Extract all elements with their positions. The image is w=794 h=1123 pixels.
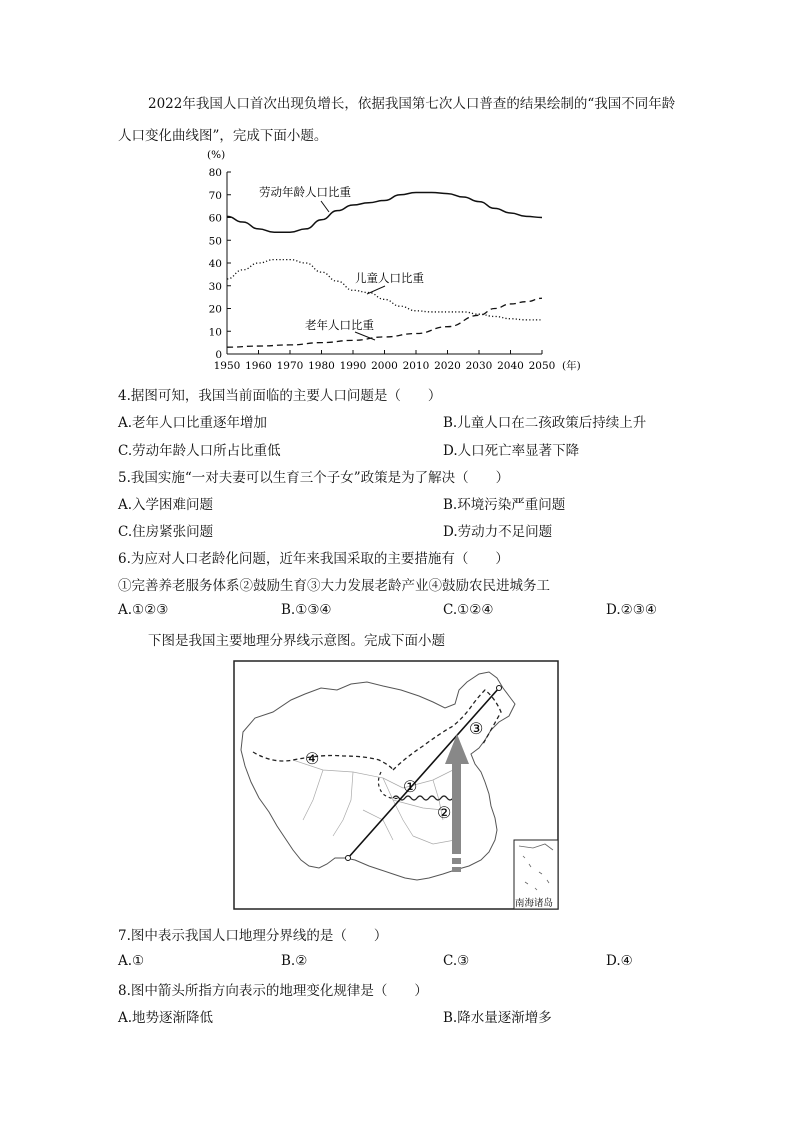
q7-option-d[interactable]: D.④ [606, 953, 633, 969]
map-frame [234, 661, 558, 909]
q8-option-a[interactable]: A.地势逐渐降低 [118, 1010, 214, 1026]
x-tick-label: 2030 [465, 360, 493, 372]
y-tick-label: 30 [208, 280, 222, 293]
q6-option-b[interactable]: B.①③④ [281, 602, 332, 618]
q5-option-c[interactable]: C.住房紧张问题 [118, 524, 214, 540]
q7-option-a[interactable]: A.① [118, 953, 145, 969]
inset-label: 南海诸岛 [515, 898, 554, 909]
q4-option-c[interactable]: C.劳动年龄人口所占比重低 [118, 443, 281, 459]
q7-option-b[interactable]: B.② [281, 953, 308, 969]
map-label-4: ④ [305, 749, 320, 768]
q5-option-a[interactable]: A.入学困难问题 [118, 497, 214, 513]
q4-option-b[interactable]: B.儿童人口在二孩政策后持续上升 [443, 415, 647, 431]
hu-line-end-ne [497, 686, 502, 691]
arrow-shaft [452, 762, 461, 854]
y-tick-label: 0 [215, 349, 222, 361]
series-leader-working [321, 201, 329, 212]
y-axis-unit: (%) [207, 149, 226, 161]
q7-option-c[interactable]: C.③ [443, 953, 470, 969]
question-7-stem: 7.图中表示我国人口地理分界线的是（ ） [118, 928, 388, 944]
y-tick-label: 20 [208, 303, 222, 316]
arrow-tail-dash-1 [452, 858, 461, 864]
q5-option-b[interactable]: B.环境污染严重问题 [443, 497, 566, 513]
y-tick-label: 60 [208, 212, 222, 225]
map-label-3: ③ [469, 719, 484, 738]
y-tick-label: 50 [208, 235, 222, 248]
x-tick-label: 2010 [402, 360, 430, 372]
q4-option-d[interactable]: D.人口死亡率显著下降 [443, 443, 580, 459]
x-tick-label: 1960 [245, 360, 272, 372]
y-tick-label: 40 [208, 258, 222, 270]
q4-option-a[interactable]: A.老年人口比重逐年增加 [118, 415, 268, 431]
question-5-stem: 5.我国实施“一对夫妻可以生育三个子女”政策是为了解决（ ） [118, 470, 510, 486]
hu-line-end-sw [346, 856, 351, 861]
map-intro: 下图是我国主要地理分界线示意图。完成下面小题 [148, 633, 445, 649]
series-leader-elderly [355, 332, 375, 340]
line-children [227, 260, 542, 320]
x-tick-label: 1990 [339, 360, 367, 372]
question-4-stem: 4.据图可知，我国当前面临的主要人口问题是（ ） [118, 388, 442, 404]
q6-option-a[interactable]: A.①②③ [118, 602, 169, 618]
china-boundary-map [233, 660, 559, 910]
x-tick-label: 1950 [213, 360, 241, 372]
x-tick-label: 2020 [434, 360, 461, 372]
y-tick-label: 10 [208, 326, 222, 339]
series-label-elderly: 老年人口比重 [305, 318, 374, 332]
intro-paragraph: 2022年我国人口首次出现负增长，依据我国第七次人口普查的结果绘制的“我国不同年龄人口变化曲线图”，完成下面小题。 [118, 96, 676, 144]
x-tick-label: 1980 [308, 360, 335, 372]
x-tick-label: 2050 [528, 360, 556, 372]
arrow-tail-dash-2 [452, 867, 461, 872]
map-label-2: ② [437, 803, 452, 822]
x-tick-label: 2000 [371, 360, 398, 372]
question-8-stem: 8.图中箭头所指方向表示的地理变化规律是（ ） [118, 983, 428, 999]
x-tick-label: 2040 [497, 360, 524, 372]
q8-option-b[interactable]: B.降水量逐渐增多 [443, 1010, 552, 1026]
y-tick-label: 80 [208, 167, 222, 179]
series-leader-children [367, 286, 385, 294]
series-label-working: 劳动年龄人口比重 [259, 185, 351, 199]
x-axis-unit: (年) [562, 360, 581, 372]
population-chart [195, 146, 595, 376]
series-label-children: 儿童人口比重 [355, 271, 424, 285]
question-6-items: ①完善养老服务体系②鼓励生育③大力发展老龄产业④鼓励农民进城务工 [118, 578, 550, 594]
y-tick-label: 70 [208, 189, 222, 202]
q6-option-c[interactable]: C.①②④ [443, 602, 494, 618]
question-6-stem: 6.为应对人口老龄化问题，近年来我国采取的主要措施有（ ） [118, 551, 509, 567]
x-tick-label: 1970 [276, 360, 304, 372]
q6-option-d[interactable]: D.②③④ [606, 602, 657, 618]
q5-option-d[interactable]: D.劳动力不足问题 [443, 524, 553, 540]
map-label-1: ① [403, 777, 418, 796]
line-elderly [227, 298, 542, 347]
